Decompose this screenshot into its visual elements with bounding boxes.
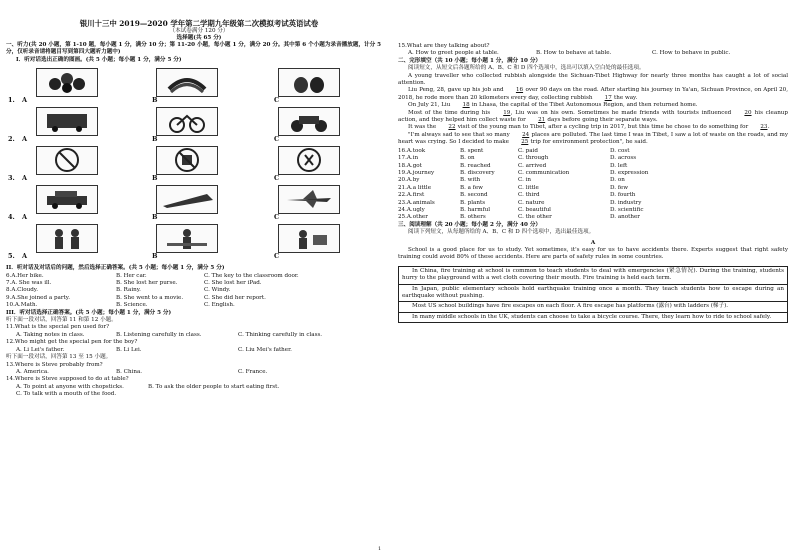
choice-row-25: 25.A.other B. others C. the other D. another xyxy=(398,214,640,221)
q13-option-b: B. China. xyxy=(116,368,143,375)
listening-heading: 一、听力(共 20 小题，第 1-10 题，每小题 1 分，满分 10 分；第 11-20 小题，每小题 1 分，满分 20 分。其中第 6 个小题为录音播放题，计分 5 分，仅听录音请将题目写到第四大题听力题中) xyxy=(6,42,382,56)
choice-row-21: 21.A.a little B. a few C. little D. few xyxy=(398,184,629,191)
row-number-5: 5. xyxy=(8,252,15,261)
blank-19: 19 xyxy=(503,109,511,116)
q14-option-c: C. To talk with a mouth of the food. xyxy=(16,391,117,398)
picture-people-1 xyxy=(36,224,98,253)
q7-option-b: B. She lost her purse. xyxy=(116,280,178,287)
label-c-1: C xyxy=(274,96,280,105)
question-14: 14.Where is Steve supposed to do at table? xyxy=(6,376,129,383)
picture-bus xyxy=(36,107,98,136)
picture-pears xyxy=(278,68,340,97)
picture-bananas xyxy=(156,68,218,97)
blank-20: 20 xyxy=(744,109,752,116)
full-score-note: （本试卷满分 120 分） xyxy=(169,28,229,34)
section-3-note-1: 听下面一段对话，回答第 11 和第 12 小题。 xyxy=(6,317,117,324)
q7-option-a: 7.A. She was ill. xyxy=(6,280,52,287)
q13-option-c: C. France. xyxy=(238,368,268,375)
label-b-4: B xyxy=(152,213,158,222)
question-15-options xyxy=(398,50,788,57)
row-number-4: 4. xyxy=(8,213,15,222)
picture-plane xyxy=(278,185,340,214)
label-b-3: B xyxy=(152,174,158,183)
label-c-3: C xyxy=(274,174,280,183)
q9-option-a: 9.A.She joined a party. xyxy=(6,294,70,301)
picture-bicycle xyxy=(156,107,218,136)
cloze-paragraph-3: On July 21, Liu 18 in Lhasa, the capital of the Tibet Autonomous Region, and then returned home. xyxy=(408,102,698,109)
choice-row-24: 24.A.ugly B. harmful C. beautiful D. scientific xyxy=(398,206,644,213)
choice-row-19: 19.A.journey B. discovery C. communication D. expression xyxy=(398,169,649,176)
q9-option-c: C. She did her report. xyxy=(204,294,266,301)
q8-option-c: C. Windy. xyxy=(204,287,231,294)
cloze-paragraph-1: A young traveller who collected rubbish alongside the Sichuan-Tibet Highway for nearly three months has caught a lot of social attention. xyxy=(398,72,788,87)
page-number: 1 xyxy=(378,546,382,552)
picture-people-3 xyxy=(278,224,340,253)
cloze-paragraph-5: It was the 22 visit of the young man to Tibet, after a cycling trip in 2017, but this time he chose to do something for 23. xyxy=(408,124,770,131)
label-a-5: A xyxy=(22,252,28,261)
q14-option-a: A. To point at anyone with chopsticks. xyxy=(16,383,124,390)
label-c-2: C xyxy=(274,135,280,144)
q8-option-a: 8.A.Cloudy. xyxy=(6,287,38,294)
label-a-3: A xyxy=(22,174,28,183)
passage-a-label: A xyxy=(590,239,596,246)
blank-23: 23 xyxy=(760,124,768,131)
picture-people-2 xyxy=(156,224,218,253)
blank-18: 18 xyxy=(462,102,470,109)
part-label: 选择题(共 65 分) xyxy=(176,35,222,41)
question-13-options xyxy=(6,369,392,376)
q6-option-a: 6.A.Her bike. xyxy=(6,272,44,279)
q12-option-a: A. Li Lei's father. xyxy=(16,346,65,353)
picture-car xyxy=(36,185,98,214)
label-a-1: A xyxy=(22,96,28,105)
choice-row-17: 17.A.in B. on C. through D. across xyxy=(398,155,637,162)
blank-16: 16 xyxy=(515,87,524,94)
q6-option-c: C. The key to the classroom door. xyxy=(204,272,299,279)
picture-sign-3 xyxy=(278,146,340,175)
label-a-4: A xyxy=(22,213,28,222)
label-b-1: B xyxy=(152,96,158,105)
listening-section-3: III．听对话选择正确答案。(共 5 小题；每小题 1 分，满分 5 分) xyxy=(6,309,172,316)
label-a-2: A xyxy=(22,135,28,144)
question-8 xyxy=(6,287,392,294)
q9-option-b: B. She went to a movie. xyxy=(116,294,184,301)
q12-option-c: C. Liu Mei's father. xyxy=(238,346,292,353)
picture-apples xyxy=(36,68,98,97)
question-15: 15.What are they talking about? xyxy=(398,43,490,49)
question-9 xyxy=(6,295,392,302)
rule-china: In China, fire training at school is common to teach students to deal with emergencies (紧急情况). During the training, students hurry to the playground with a wet cloth covering their mouth. Fire training is held each term. xyxy=(398,266,788,285)
cloze-paragraph-2: Liu Peng, 28, gave up his job and 16 over 90 days on the road. After starting his journey in Ya'an, Sichuan Province, on April 20, 2018, he rode more than 20 kilometers every day, collecting rubbish 17 the way. xyxy=(398,87,788,101)
picture-sign-1 xyxy=(36,146,98,175)
q12-option-b: B. Li Lei. xyxy=(116,346,142,353)
q15-option-c: C. How to behave in public. xyxy=(652,50,731,57)
question-11: 11.What is the special pen used for? xyxy=(6,324,110,331)
picture-sign-2 xyxy=(156,146,218,175)
q7-option-c: C. She lost her iPad. xyxy=(204,280,262,287)
question-14-options xyxy=(6,384,392,391)
right-column xyxy=(398,0,788,323)
q11-option-a: A. Taking notes in class. xyxy=(16,331,85,338)
q14-option-b: B. To ask the older people to start eating first. xyxy=(148,383,280,390)
row-number-2: 2. xyxy=(8,135,15,144)
blank-17: 17 xyxy=(604,94,612,101)
choice-row-18: 18.A.got B. reached C. arrived D. left xyxy=(398,162,628,169)
picture-motorbike xyxy=(278,107,340,136)
q11-option-c: C. Thinking carefully in class. xyxy=(238,331,323,338)
rule-japan: In Japan, public elementary schools hold earthquake training once a month. They teach students how to escape during an earthquake without pushing. xyxy=(398,284,788,303)
row-number-3: 3. xyxy=(8,174,15,183)
question-12-options xyxy=(6,347,392,354)
question-12: 12.Who might get the special pen for the boy? xyxy=(6,339,138,346)
cloze-heading: 二、完形填空（共 10 小题；每小题 1 分，满分 10 分） xyxy=(398,57,542,64)
q10-option-a: 10.A.Math. xyxy=(6,302,38,309)
rule-uk: In many middle schools in the UK, students can choose to take a bicycle course. There, they learn how to ride to school safely. xyxy=(398,312,788,323)
q13-option-a: A. America. xyxy=(16,368,49,375)
blank-25: 25 xyxy=(521,139,529,146)
blank-21: 21 xyxy=(538,117,546,124)
rule-us: Most US school buildings have fire escapes on each floor. A fire escape has platforms (露台) with ladders (梯子). xyxy=(398,301,788,312)
exam-title: 银川十三中 2019—2020 学年第二学期九年级第二次模拟考试英语试卷 xyxy=(79,19,319,28)
choice-row-16: 16.A.took B. spent C. paid D. cost xyxy=(398,147,630,154)
q10-option-b: B. Science. xyxy=(116,302,148,309)
picture-grid xyxy=(6,66,392,262)
cloze-choices xyxy=(398,148,788,222)
reading-instructions: 阅读下列短文，从每题所给的 A、B、C 和 D 四个选项中，选出最佳选项。 xyxy=(408,229,595,236)
choice-row-23: 23.A.animals B. plants C. nature D. industry xyxy=(398,199,642,206)
listening-section-2: II．听对话及对话后的问题，然后选择正确答案。(共 5 小题；每小题 1 分，满分 5 分) xyxy=(6,265,225,272)
cloze-paragraph-4: Most of the time during his 19, Liu was on his own. Sometimes he made friends with tourists influenced 20 his cleanup action, and they helped him collect waste for 21 days before going their separate ways. xyxy=(398,109,788,124)
question-6 xyxy=(6,273,392,280)
question-10 xyxy=(6,302,392,309)
row-number-1: 1. xyxy=(8,96,15,105)
question-13: 13.Where is Steve probably from? xyxy=(6,361,103,368)
q15-option-a: A. How to greet people at table. xyxy=(408,50,499,57)
listening-section-1: I．听对话选出正确的图画。(共 5 小题；每小题 1 分，满分 5 分) xyxy=(16,56,182,63)
reading-heading: 三、阅读理解（共 20 小题；每小题 2 分，满分 40 分） xyxy=(398,221,542,228)
choice-row-20: 20.A.by B. with C. in D. on xyxy=(398,177,625,184)
choice-row-22: 22.A.first B. second C. third D. fourth xyxy=(398,192,636,199)
label-b-2: B xyxy=(152,135,158,144)
passage-a-intro: School is a good place for us to study. Yet sometimes, it's easy for us to have accidents there. Experts suggest that right safety training could avoid 80% of these accidents. Here are parts of safety rules in some countries. xyxy=(398,246,788,261)
section-3-note-2: 听下面一段对话，回答第 13 至 15 小题。 xyxy=(6,354,112,361)
q8-option-b: B. Rainy. xyxy=(116,287,141,294)
blank-24: 24 xyxy=(522,131,530,138)
q10-option-c: C. English. xyxy=(204,302,235,309)
cloze-instructions: 阅读短文，从短文后各题所给的 A、B、C 和 D 四个选项中，选出可以填入空白处的最佳选项。 xyxy=(408,65,645,72)
picture-train xyxy=(156,185,218,214)
q6-option-b: B. Her car. xyxy=(116,272,147,279)
cloze-paragraph-6: "I'm always sad to see that so many 24 places are polluted. The last time I was in Tibet, I saw a lot of waste on the roads, and my heart was crying. So I decided to make 25 trip for environment protection", he said. xyxy=(398,131,789,146)
left-column xyxy=(6,0,392,399)
q15-option-b: B. How to behave at table. xyxy=(536,50,612,57)
label-c-5: C xyxy=(274,252,280,261)
question-11-options xyxy=(6,332,392,339)
question-7 xyxy=(6,280,392,287)
blank-22: 22 xyxy=(448,124,456,131)
label-b-5: B xyxy=(152,252,158,261)
q11-option-b: B. Listening carefully in class. xyxy=(116,331,202,338)
label-c-4: C xyxy=(274,213,280,222)
